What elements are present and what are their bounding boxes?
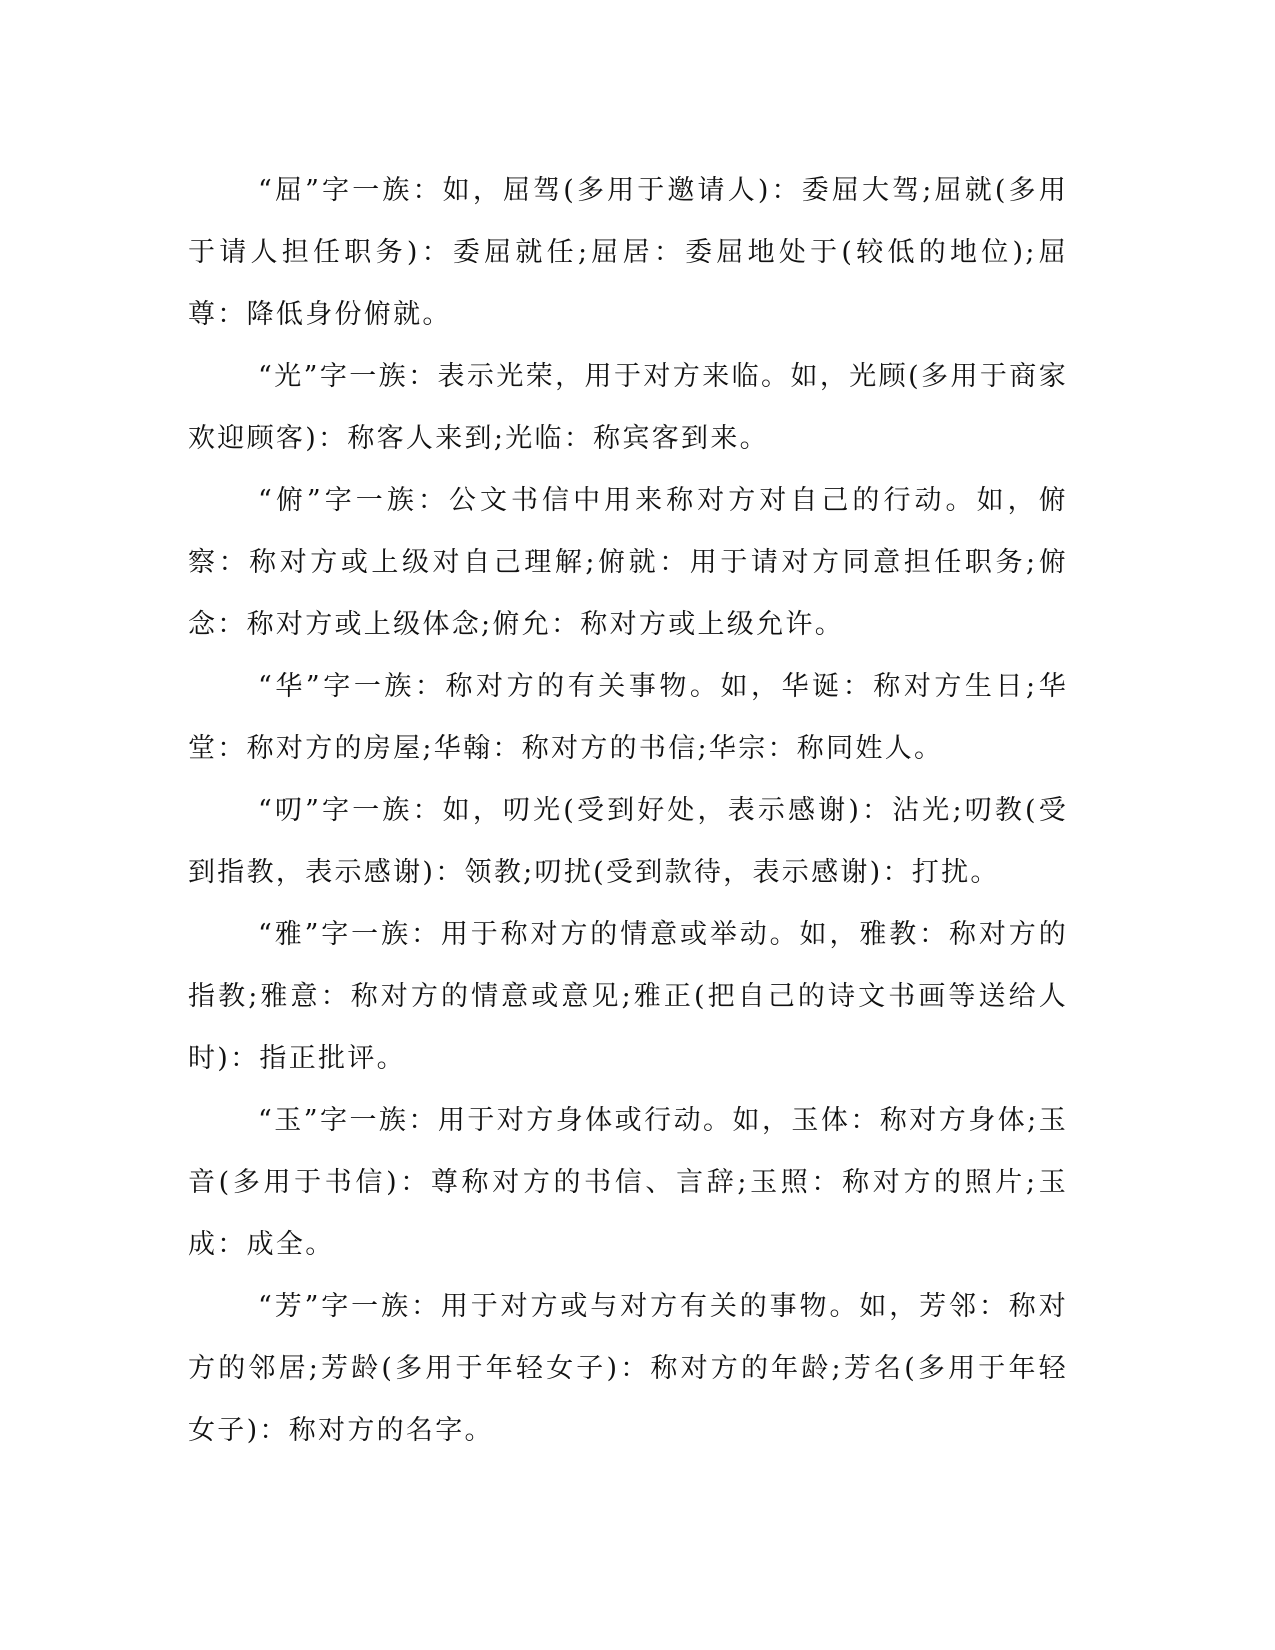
paragraph-hua: “华”字一族：称对方的有关事物。如，华诞：称对方生日;华堂：称对方的房屋;华翰：称对方的书信;华宗：称同姓人。: [188, 671, 1068, 764]
paragraph-yu: “玉”字一族：用于对方身体或行动。如，玉体：称对方身体;玉音(多用于书信)：尊称对方的书信、言辞;玉照：称对方的照片;玉成：成全。: [188, 1105, 1068, 1260]
paragraph-qu: “屈”字一族：如，屈驾(多用于邀请人)：委屈大驾;屈就(多用于请人担任职务)：委屈就任;屈居：委屈地处于(较低的地位);屈尊：降低身份俯就。: [188, 175, 1068, 330]
paragraph-fang: “芳”字一族：用于对方或与对方有关的事物。如，芳邻：称对方的邻居;芳龄(多用于年轻女子)：称对方的年龄;芳名(多用于年轻女子)：称对方的名字。: [188, 1291, 1068, 1446]
paragraph-dao: “叨”字一族：如，叨光(受到好处，表示感谢)：沾光;叨教(受到指教，表示感谢)：领教;叨扰(受到款待，表示感谢)：打扰。: [188, 795, 1068, 888]
paragraph-guang: “光”字一族：表示光荣，用于对方来临。如，光顾(多用于商家欢迎顾客)：称客人来到;光临：称宾客到来。: [188, 361, 1068, 454]
paragraph-ya: “雅”字一族：用于称对方的情意或举动。如，雅教：称对方的指教;雅意：称对方的情意或意见;雅正(把自己的诗文书画等送给人时)：指正批评。: [188, 919, 1068, 1074]
paragraph-fu: “俯”字一族：公文书信中用来称对方对自己的行动。如，俯察：称对方或上级对自己理解;俯就：用于请对方同意担任职务;俯念：称对方或上级体念;俯允：称对方或上级允许。: [188, 485, 1068, 640]
document-body: [188, 160, 1068, 1462]
